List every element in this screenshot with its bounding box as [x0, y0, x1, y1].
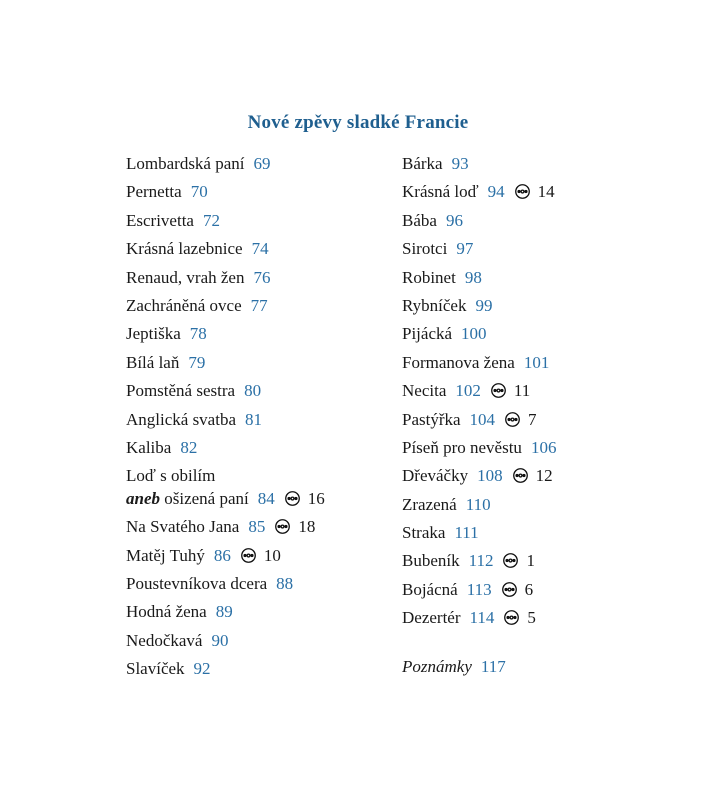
toc-entry-title: Pomstěná sestra: [126, 381, 236, 401]
page-number: 101: [523, 352, 550, 372]
cd-track-number: 14: [537, 182, 555, 202]
cd-track-number: 6: [524, 579, 534, 599]
toc-entry: [402, 377, 682, 405]
page-number: 98: [464, 267, 482, 287]
toc-entry-title: Dřeváčky: [402, 466, 469, 486]
page-number: 100: [461, 324, 487, 344]
toc-entry: [402, 576, 682, 604]
toc-entry-title: Sirotci: [402, 239, 448, 259]
page-number: 106: [530, 437, 557, 457]
toc-left-column: [126, 150, 386, 684]
cd-disc-icon: [513, 464, 528, 479]
toc-entry-title: Bárka: [402, 154, 443, 173]
page-number: 93: [451, 154, 469, 173]
toc-entry: [402, 491, 682, 519]
page-number: 84: [257, 489, 275, 509]
toc-entry: [126, 655, 386, 683]
toc-entry-title: Krásná loď: [402, 182, 479, 202]
toc-entry-title: Robinet: [402, 267, 456, 287]
aneb-connector: aneb: [126, 489, 160, 509]
page-number: 82: [180, 437, 198, 457]
cd-track-number: 16: [307, 489, 325, 509]
cd-disc-icon: [504, 606, 519, 621]
toc-entry: [126, 513, 386, 541]
toc-entry: [126, 542, 386, 570]
cd-disc-icon: [275, 515, 290, 530]
toc-entry-title: Píseň pro nevěstu: [402, 437, 522, 457]
toc-entry-notes: [402, 653, 682, 681]
page-number: 78: [189, 324, 207, 344]
toc-entry: [402, 434, 682, 462]
toc-entry-title: Slavíček: [126, 659, 185, 679]
toc-entry-title: Bába: [402, 210, 437, 230]
toc-entry-title: Anglická svatba: [126, 409, 236, 429]
toc-entry-title: Kaliba: [126, 437, 172, 457]
toc-entry: [402, 235, 682, 263]
cd-track-number: 11: [513, 381, 531, 401]
page-number: 88: [276, 574, 294, 594]
page-number: 90: [211, 630, 229, 650]
notes-title: Poznámky: [402, 656, 472, 676]
page-number: 69: [253, 154, 271, 173]
page-number: 114: [469, 608, 495, 628]
toc-entry-title: Formanova žena: [402, 352, 515, 372]
toc-entry: [402, 349, 682, 377]
page-number: 77: [250, 295, 268, 315]
page-number: 94: [487, 182, 505, 202]
toc-entry-title: Krásná lazebnice: [126, 239, 243, 259]
toc-entry: [402, 178, 682, 206]
page-number: 104: [469, 409, 496, 429]
toc-entry: [126, 598, 386, 626]
toc-entry: [126, 434, 386, 462]
toc-entry: [126, 627, 386, 655]
page-number: 113: [466, 579, 492, 599]
page-number: 108: [477, 466, 503, 486]
toc-entry: [126, 207, 386, 235]
cd-disc-icon: [491, 379, 506, 394]
toc-entry: [126, 377, 386, 405]
toc-entry-title: Bubeník: [402, 551, 460, 571]
page-number: 111: [454, 523, 479, 543]
toc-entry: [402, 604, 682, 632]
cd-disc-icon: [241, 544, 256, 559]
toc-entry-line2: [126, 487, 386, 510]
cd-disc-icon: [502, 578, 517, 593]
page-number: 74: [251, 239, 269, 259]
toc-entry: [402, 519, 682, 547]
toc-entry: [402, 320, 682, 348]
page-number: 85: [248, 517, 266, 537]
toc-entry: [126, 570, 386, 598]
page-number: 86: [213, 545, 231, 565]
toc-entry-title: Straka: [402, 523, 446, 543]
toc-entry-title: Escrivetta: [126, 210, 194, 230]
page-number: 76: [253, 267, 271, 287]
toc-entry-title: Rybníček: [402, 295, 467, 315]
toc-entry: [126, 235, 386, 263]
toc-entry: [126, 150, 386, 178]
page-number: 89: [215, 602, 233, 622]
toc-entry: [126, 406, 386, 434]
cd-track-number: 5: [527, 608, 536, 628]
toc-entry: [402, 264, 682, 292]
toc-entry-title: Zrazená: [402, 494, 457, 514]
toc-entry-title-line2: ošizená paní: [164, 489, 249, 509]
toc-entry-title: Necita: [402, 381, 447, 401]
page-number: 96: [445, 210, 463, 230]
page-number: 70: [190, 182, 208, 202]
cd-disc-icon: [505, 408, 520, 423]
page-number: 110: [465, 494, 491, 514]
page-number: 112: [468, 551, 494, 571]
toc-entry-title: Bojácná: [402, 579, 458, 599]
cd-track-number: 10: [263, 545, 281, 565]
toc-entry-title: Matěj Tuhý: [126, 545, 205, 565]
toc-entry-title: Renaud, vrah žen: [126, 267, 245, 287]
toc-entry-title: Pijácká: [402, 324, 453, 344]
toc-entry-title: Nedočkavá: [126, 630, 203, 650]
page-number: 97: [456, 239, 474, 259]
toc-entry-title: Hodná žena: [126, 602, 207, 622]
section-title: Nové zpěvy sladké Francie: [247, 112, 469, 133]
cd-disc-icon: [515, 180, 530, 195]
toc-entry-title: Pernetta: [126, 182, 182, 202]
page-number: 80: [244, 381, 262, 401]
page-number: 72: [202, 210, 220, 230]
cd-track-number: 12: [535, 466, 553, 486]
notes-spacer: [402, 633, 682, 653]
toc-entry: [402, 207, 682, 235]
toc-entry-title: Bílá laň: [126, 352, 180, 372]
toc-entry-title: Lombardská paní: [126, 154, 245, 173]
cd-track-number: 1: [526, 551, 535, 571]
page-number: 102: [455, 381, 481, 401]
toc-entry: [126, 264, 386, 292]
toc-entry: [126, 320, 386, 348]
toc-entry: [126, 349, 386, 377]
cd-track-number: 7: [528, 409, 537, 429]
toc-entry-title: Dezertér: [402, 608, 461, 628]
cd-disc-icon: [503, 549, 518, 564]
toc-entry-title: Pastýřka: [402, 409, 461, 429]
toc-entry: [126, 462, 386, 513]
cd-track-number: 18: [298, 517, 316, 537]
toc-entry-title: Poustevníkova dcera: [126, 574, 268, 594]
cd-disc-icon: [285, 489, 300, 504]
page-number: 92: [193, 659, 211, 679]
toc-entry: [402, 292, 682, 320]
toc-entry: [402, 547, 682, 575]
toc-entry: [402, 462, 682, 490]
toc-entry-title-line1: Loď s obilím: [126, 466, 216, 486]
toc-entry: [126, 292, 386, 320]
toc-entry: [402, 150, 682, 178]
toc-entry: [402, 406, 682, 434]
page-number: 99: [475, 295, 493, 315]
page-number: 81: [245, 409, 262, 429]
toc-entry-title: Jeptiška: [126, 324, 181, 344]
toc-entry: [126, 178, 386, 206]
toc-entry-title: Na Svatého Jana: [126, 517, 240, 537]
page-number: 79: [188, 352, 206, 372]
toc-right-column: [402, 150, 682, 681]
page-number: 117: [480, 656, 506, 676]
toc-entry-title: Zachráněná ovce: [126, 295, 242, 315]
